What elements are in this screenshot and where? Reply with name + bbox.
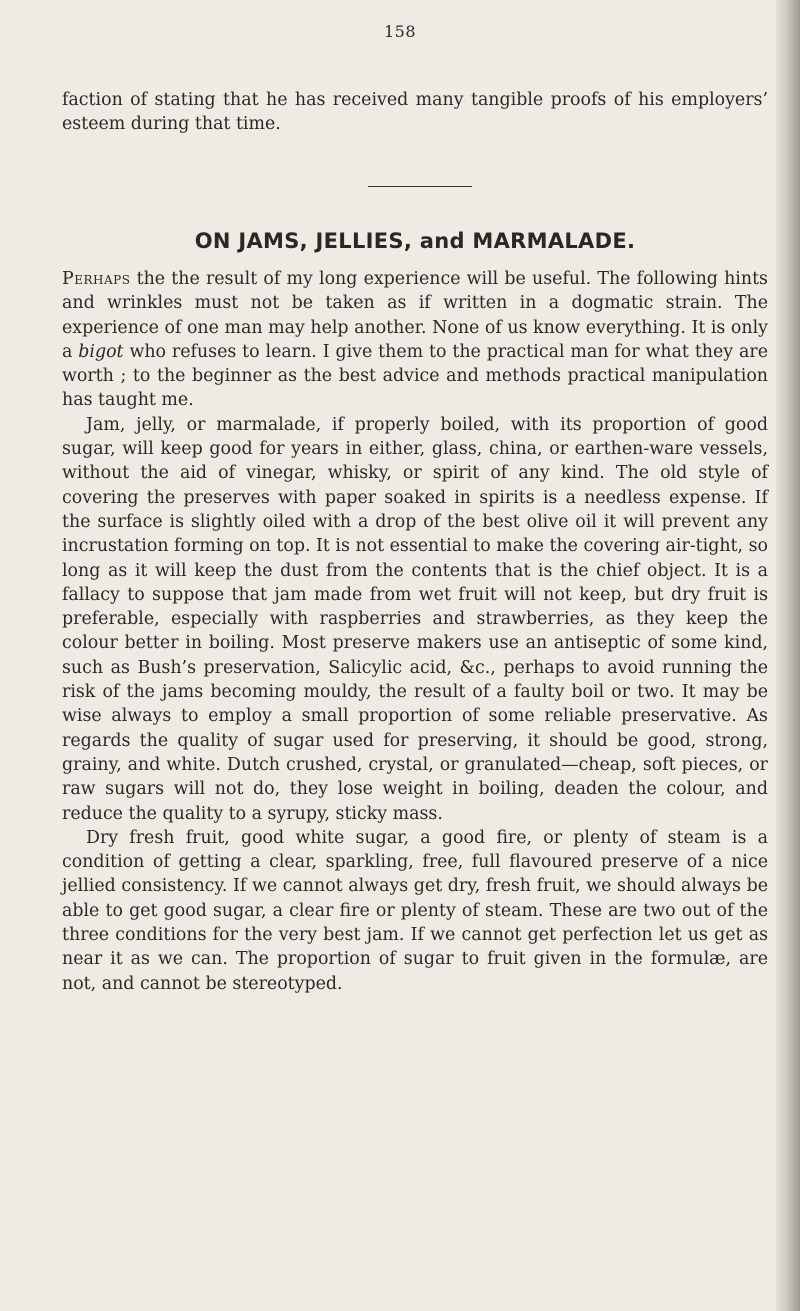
paragraph-1-text-b: who refuses to learn. I give them to the practical man for what they are worth ; to the beginner as the best advice and methods practical manipulation has taught me. <box>62 341 768 411</box>
page-number: 158 <box>383 22 417 41</box>
paragraph-lead-word: Perhaps <box>62 269 131 289</box>
paragraph-3: Dry fresh fruit, good white sugar, a good fire, or plenty of steam is a condition of getting a clear, sparkling, free, full flavoured preserve of a nice jellied consistency. If we cannot always get dry, fresh fruit, we should always be able to get good sugar, a clear fire or plenty of steam. These are two out of the three conditions for the very best jam. If we cannot get perfection let us get as near it as we can. The proportion of sugar to fruit given in the formulæ, are not, and cannot be stereotyped. <box>62 827 768 994</box>
paragraph-1 <box>62 267 768 413</box>
intro-paragraph: faction of stating that he has received many tangible proofs of his employers’ esteem during that time. <box>62 90 768 135</box>
intro-paragraph-block <box>62 88 768 137</box>
paragraph-2: Jam, jelly, or marmalade, if properly boiled, with its proportion of good sugar, will keep good for years in either, glass, china, or earthen-ware vessels, without the aid of vinegar, whisky, or spirit of any kind. The old style of covering the preserves with paper soaked in spirits is a needless expense. If the surface is slightly oiled with a drop of the best olive oil it will prevent any incrustation forming on top. It is not essential to make the covering air-tight, so long as it will keep the dust from the contents that is the chief object. It is a fallacy to suppose that jam made from wet fruit will not keep, but dry fruit is preferable, especially with raspberries and strawberries, as they keep the colour better in boiling. Most preserve makers use an antiseptic of some kind, such as Bush’s preservation, Salicylic acid, &c., perhaps to avoid running the risk of the jams becoming mouldy, the result of a faulty boil or two. It may be wise always to employ a small proportion of some reliable preservative. As regards the quality of sugar used for preserving, it should be good, strong, grainy, and white. Dutch crushed, crystal, or granulated—cheap, soft pieces, or raw sugars will not do, they lose weight in boiling, deaden the colour, and reduce the quality to a syrupy, sticky mass. <box>62 414 768 824</box>
paragraph-1-text-a: the the result of my long experience will be useful. The following hints and wrinkles must not be taken as if written in a dogmatic strain. The experience of one man may help another. None of us know everything. It is only a <box>62 269 768 362</box>
section-heading: ON JAMS, JELLIES, and MARMALADE. <box>194 229 636 253</box>
paragraph-1-italic-word: bigot <box>78 341 124 362</box>
section-body <box>62 267 768 996</box>
section-divider <box>368 186 472 187</box>
page-binding-edge <box>776 0 800 1311</box>
